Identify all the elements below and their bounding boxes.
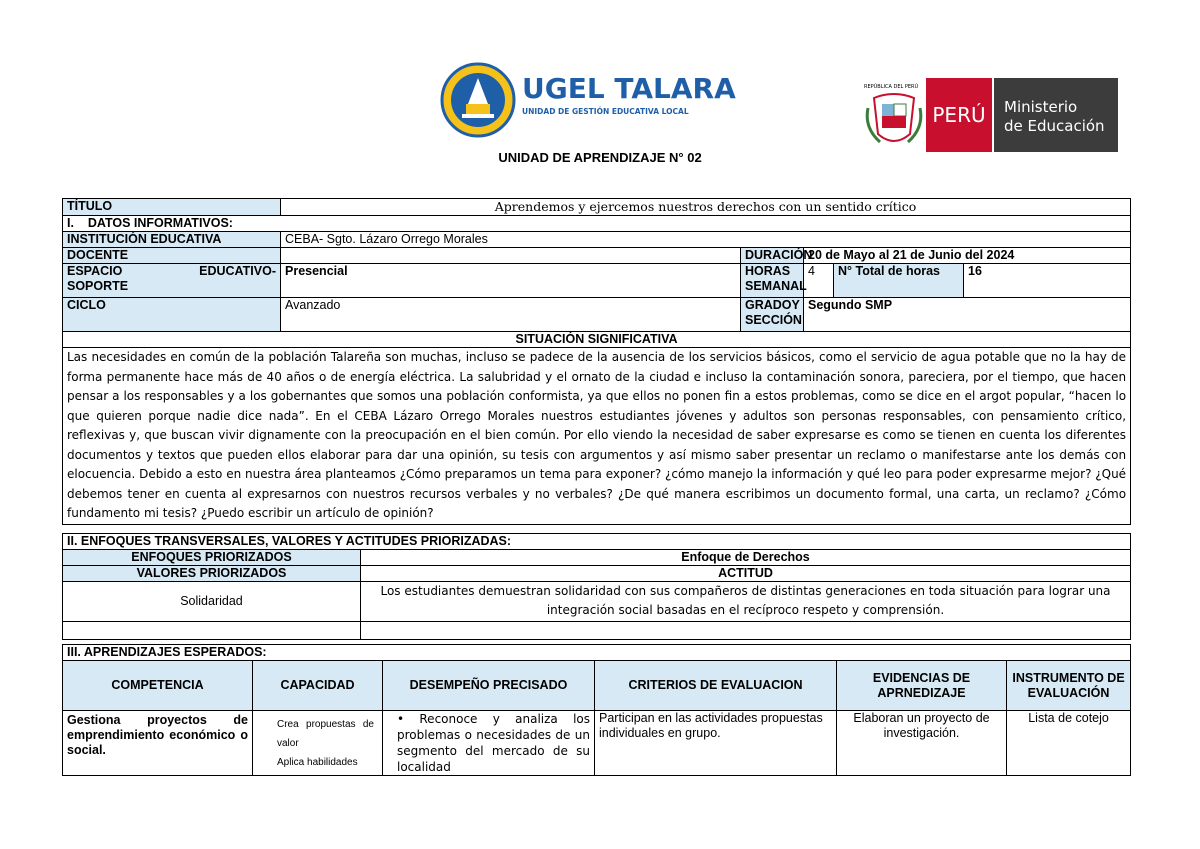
grado-value: Segundo SMP bbox=[804, 298, 1131, 332]
ciclo-value: Avanzado bbox=[281, 298, 741, 332]
espacio-value: Presencial bbox=[281, 264, 741, 298]
empty-cell-left bbox=[63, 622, 361, 640]
capacidad-1: Crea propuestas de valor bbox=[277, 719, 374, 749]
total-horas-value: 16 bbox=[964, 264, 1131, 298]
docente-value bbox=[281, 248, 741, 264]
grado-label-a: GRADO bbox=[745, 298, 792, 312]
header-desempeno: DESEMPEÑO PRECISADO bbox=[383, 661, 595, 711]
docente-label: DOCENTE bbox=[63, 248, 281, 264]
document-title: UNIDAD DE APRENDIZAJE N° 02 bbox=[498, 150, 702, 165]
header-criterios: CRITERIOS DE EVALUACION bbox=[595, 661, 837, 711]
enfoques-priorizados-value: Enfoque de Derechos bbox=[361, 550, 1131, 566]
enfoques-table bbox=[62, 533, 1131, 640]
ciclo-label: CICLO bbox=[63, 298, 281, 332]
situacion-text: Las necesidades en común de la población Talareña son muchas, incluso se padece de la ausencia de los servicios básicos, como el servicio de agua potable que no la hay de forma permanente hace más de 40 años o de energía eléctrica. La salubridad y el ornato de la ciudad e incluso la contaminación sonora, pareciera, por el tiempo, que hacen pensar a los responsables y a los gobernantes que somos una población conformista, ya que ellos no ponen fin a estos problemas, como se dice en el argot popular, “hacen lo que quieren porque nadie dice nada”. En el CEBA Lázaro Orrego Morales nuestros estudiantes jóvenes y adultos son personas responsables, con pensamiento crítico, reflexivas y, que buscan vivir dignamente con la preocupación en el bien común. Por ello viendo la necesidad de saber expresarse es como se tienen en cuenta los diferentes documentos y textos que pueden ellos elaborar para dar una opinión, su tesis con argumentos y así mismo saber presentar un reclamo o manifestarse ante los demás con elocuencia. Debido a esto en nuestra área planteamos ¿Cómo preparamos un tema para exponer? ¿cómo manejo la información y qué leo para poder expresarme mejor? ¿Qué debemos tener en cuenta al expresarnos con nuestros recursos verbales y no verbales? ¿De qué manera escribimos un documento formal, una carta, un reclamo? ¿Cómo fundamento mi tesis? ¿Puedo escribir un artículo de opinión? bbox=[63, 348, 1131, 525]
header-capacidad: CAPACIDAD bbox=[253, 661, 383, 711]
titulo-label: TÍTULO bbox=[63, 199, 281, 216]
grado-label-c: SECCIÓN bbox=[745, 313, 802, 327]
ministerio-line1: Ministerio bbox=[1004, 98, 1078, 116]
horas-label: HORAS SEMANAL bbox=[741, 264, 804, 298]
section-enfoques: II. ENFOQUES TRANSVERSALES, VALORES Y ACTITUDES PRIORIZADAS: bbox=[63, 534, 1131, 550]
section-datos-informativos: I. DATOS INFORMATIVOS: bbox=[63, 216, 1131, 232]
horas-value: 4 bbox=[804, 264, 834, 298]
espacio-label-a: ESPACIO bbox=[67, 264, 123, 278]
competencia-cell: Gestiona proyectos de emprendimiento económico o social. bbox=[63, 711, 253, 776]
capacidad-cell bbox=[253, 711, 383, 776]
section-aprendizajes: III. APRENDIZAJES ESPERADOS: bbox=[63, 645, 1131, 661]
instrumento-cell: Lista de cotejo bbox=[1007, 711, 1131, 776]
situacion-heading: SITUACIÓN SIGNIFICATIVA bbox=[63, 332, 1131, 348]
header-evidencias: EVIDENCIAS DE APRNEDIZAJE bbox=[837, 661, 1007, 711]
valores-priorizados-label: VALORES PRIORIZADOS bbox=[63, 566, 361, 582]
total-horas-label: N° Total de horas bbox=[834, 264, 964, 298]
ministerio-line2: de Educación bbox=[1004, 117, 1105, 135]
republica-text: REPÚBLICA DEL PERÚ bbox=[864, 84, 919, 90]
empty-cell-right bbox=[361, 622, 1131, 640]
datos-informativos-table bbox=[62, 198, 1131, 525]
criterio-cell: Participan en las actividades propuestas individuales en grupo. bbox=[595, 711, 837, 776]
espacio-label bbox=[63, 264, 281, 298]
duracion-value: 20 de Mayo al 21 de Junio del 2024 bbox=[804, 248, 1131, 264]
ugel-title: UGEL TALARA bbox=[522, 72, 736, 105]
valor-solidaridad: Solidaridad bbox=[63, 582, 361, 622]
actitud-label: ACTITUD bbox=[361, 566, 1131, 582]
ie-label: INSTITUCIÓN EDUCATIVA bbox=[63, 232, 281, 248]
aprendizajes-table bbox=[62, 644, 1131, 776]
header-instrumento: INSTRUMENTO DE EVALUACIÓN bbox=[1007, 661, 1131, 711]
ugel-talara-logo bbox=[440, 60, 736, 140]
espacio-label-b: EDUCATIVO- bbox=[199, 264, 276, 278]
ie-value: CEBA- Sgto. Lázaro Orrego Morales bbox=[281, 232, 1131, 248]
espacio-label-c: SOPORTE bbox=[67, 279, 129, 293]
capacidad-2: Aplica habilidades bbox=[277, 757, 358, 768]
duracion-label: DURACIÓN bbox=[741, 248, 804, 264]
peru-text: PERÚ bbox=[932, 103, 986, 127]
enfoques-priorizados-label: ENFOQUES PRIORIZADOS bbox=[63, 550, 361, 566]
grado-label bbox=[741, 298, 804, 332]
desempeno-cell: • Reconoce y analiza los problemas o necesidades de un segmento del mercado de su localidad bbox=[383, 711, 595, 776]
titulo-value: Aprendemos y ejercemos nuestros derechos con un sentido crítico bbox=[281, 199, 1131, 216]
actitud-text: Los estudiantes demuestran solidaridad con sus compañeros de distintas generaciones en toda situación para lograr una integración social basadas en el recíproco respeto y comprensión. bbox=[361, 582, 1131, 622]
header-competencia: COMPETENCIA bbox=[63, 661, 253, 711]
evidencia-cell: Elaboran un proyecto de investigación. bbox=[837, 711, 1007, 776]
minedu-logo bbox=[860, 78, 1120, 152]
ugel-subtitle: UNIDAD DE GESTIÓN EDUCATIVA LOCAL bbox=[522, 107, 689, 116]
grado-label-b: Y bbox=[791, 298, 800, 312]
